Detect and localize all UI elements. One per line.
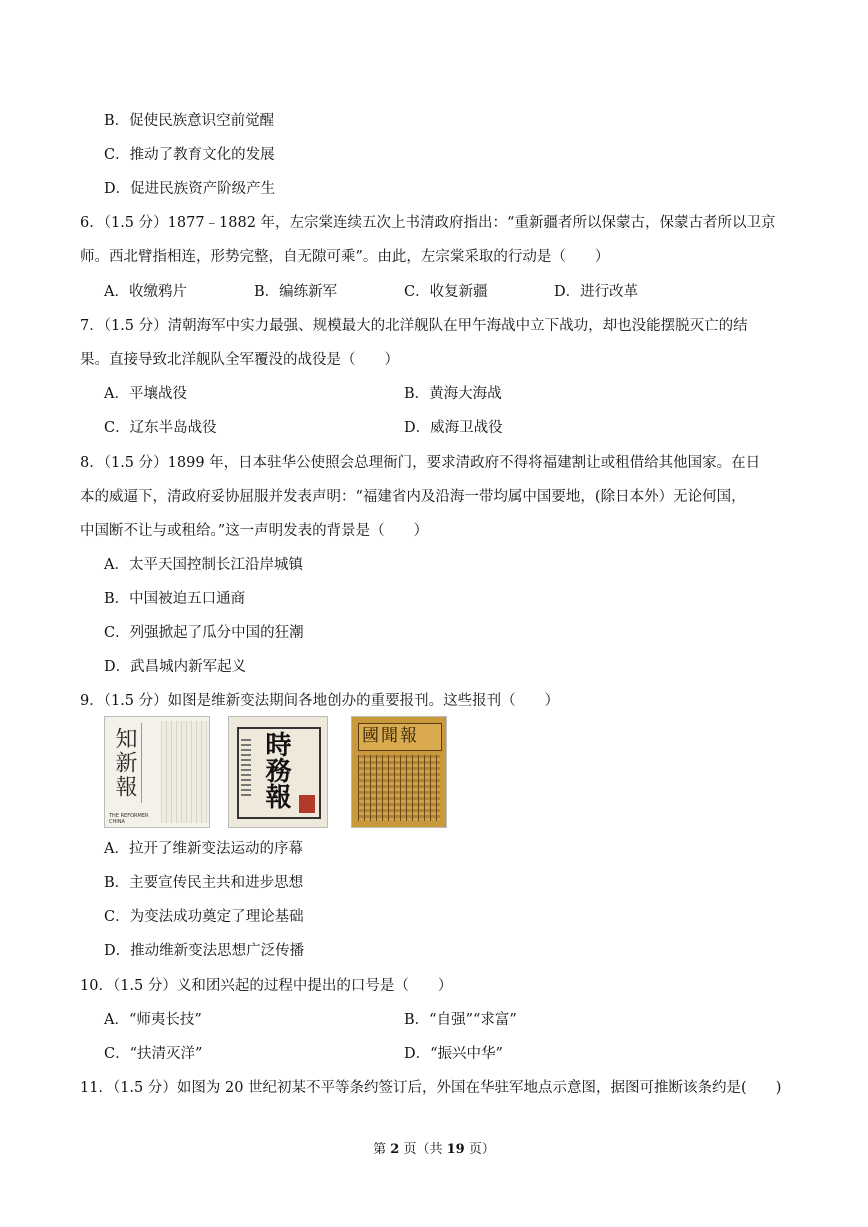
q7-option-d: D．威海卫战役 [404,420,503,436]
q5-option-b: B．促使民族意识空前觉醒 [104,113,275,129]
q9-option-a: A．拉开了维新变法运动的序幕 [104,841,303,857]
q10-stem-line1: 10．（1.5 分）义和团兴起的过程中提出的口号是（ ） [80,978,453,994]
q9-option-c: C．为变法成功奠定了理论基础 [104,909,304,925]
footer-suffix: 页） [464,1142,495,1157]
q8-stem-line2: 本的威逼下，清政府妥协屈服并发表声明：“福建省内及沿海一带均属中国要地，(除日本外）无论何国， [80,489,746,505]
q8-option-b: B．中国被迫五口通商 [104,591,246,607]
zhixinbao-title: 知新報 [112,727,137,799]
page-footer [0,1138,868,1157]
zhixinbao-english-title: THE REFORMER CHINA [109,813,149,825]
footer-middle: 页（共 [399,1142,447,1157]
q5-option-c: C．推动了教育文化的发展 [104,147,275,163]
q8-option-d: D．武昌城内新军起义 [104,659,247,675]
q6-option-d: D．进行改革 [554,284,639,300]
q8-stem-line3: 中国断不让与或租给。”这一声明发表的背景是（ ） [80,523,429,539]
q9-option-d: D．推动维新变法思想广泛传播 [104,943,305,959]
q5-option-d: D．促进民族资产阶级产生 [104,181,276,197]
newspaper-zhixinbao-image [104,716,210,828]
q7-stem-line2: 果。直接导致北洋舰队全军覆没的战役是（ ） [80,352,399,368]
q6-option-a: A．收缴鸦片 [104,284,187,300]
q7-option-b: B．黄海大海战 [404,386,502,402]
q10-option-c: C．“扶清灭洋” [104,1046,203,1062]
q9-option-b: B．主要宣传民主共和进步思想 [104,875,304,891]
q8-option-c: C．列强掀起了瓜分中国的狂潮 [104,625,304,641]
q7-option-c: C．辽东半岛战役 [104,420,217,436]
q6-option-b: B．编练新军 [254,284,338,300]
q8-stem-line1: 8．（1.5 分）1899 年，日本驻华公使照会总理衙门，要求清政府不得将福建割让或租借给其他国家。在日 [80,455,761,471]
newspaper-guowenbao-image [351,716,447,828]
q10-option-b: B．“自强”“求富” [404,1012,517,1028]
q6-stem-line2: 师。西北臂指相连，形势完整，自无隙可乘”。由此，左宗棠采取的行动是（ ） [80,249,610,265]
q6-stem-line1: 6．（1.5 分）1877﹣1882 年，左宗棠连续五次上书清政府指出：“重新疆者所以保蒙古，保蒙古者所以卫京 [80,215,776,231]
q7-option-a: A．平壤战役 [104,386,187,402]
q11-stem-line1: 11．（1.5 分）如图为 20 世纪初某不平等条约签订后，外国在华驻军地点示意图，据图可推断该条约是( ) [80,1080,782,1096]
q7-stem-line1: 7．（1.5 分）清朝海军中实力最强、规模最大的北洋舰队在甲午海战中立下战功，却也没能摆脱灭亡的结 [80,318,748,334]
guowenbao-title: 國聞報 [362,726,419,746]
footer-prefix: 第 [373,1142,391,1157]
footer-total-pages: 19 [446,1142,465,1157]
q8-option-a: A．太平天国控制长江沿岸城镇 [104,557,303,573]
q10-option-d: D．“振兴中华” [404,1046,503,1062]
q6-option-c: C．收复新疆 [404,284,488,300]
q10-option-a: A．“师夷长技” [104,1012,202,1028]
shiwubao-title: 時務報 [261,731,291,809]
newspaper-shiwubao-image [228,716,328,828]
q9-stem-line1: 9．（1.5 分）如图是维新变法期间各地创办的重要报刊。这些报刊（ ） [80,693,560,709]
footer-page-number: 2 [390,1142,400,1157]
